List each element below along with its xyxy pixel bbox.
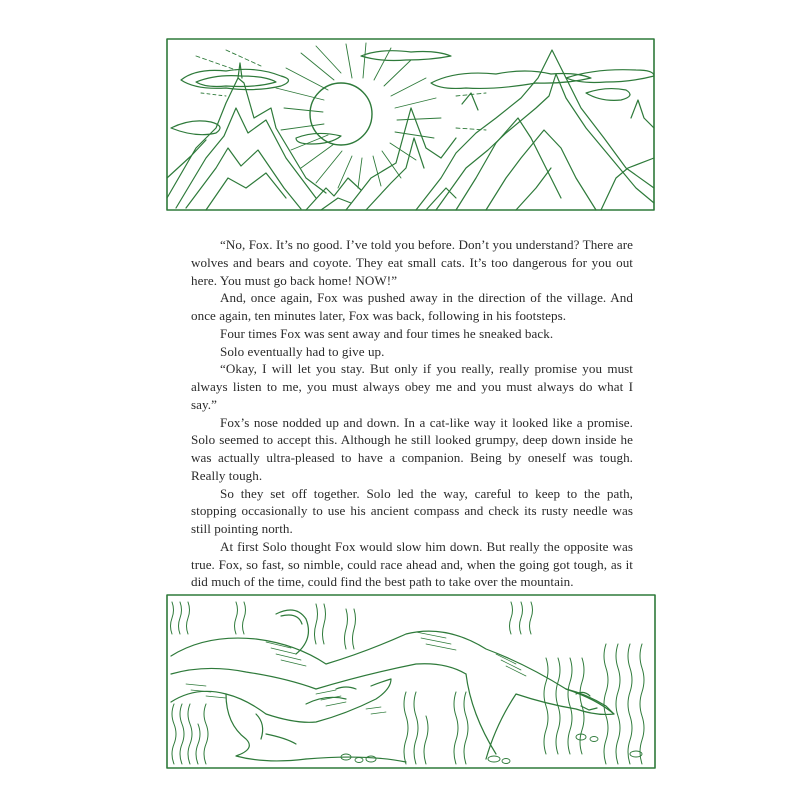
illustration-sun-mountains	[166, 38, 655, 211]
illustration-fox-wolf	[166, 594, 656, 769]
paragraph: “Okay, I will let you stay. But only if you really, really promise you must always listen to me, you must always obey me and you must always do what I say.”	[191, 361, 633, 412]
paragraph: And, once again, Fox was pushed away in the direction of the village. And once again, ten minutes later, Fox was back, following in his footsteps.	[191, 290, 633, 323]
paragraph: So they set off together. Solo led the way, careful to keep to the path, stopping occasionally to use his ancient compass and check its rusty needle was still pointing north.	[191, 485, 633, 536]
paragraph: Four times Fox was sent away and four times he sneaked back.	[220, 325, 554, 341]
grass-icon	[171, 602, 645, 764]
paragraph: Solo eventually had to give up.	[220, 343, 385, 359]
paragraph: “No, Fox. It’s no good. I’ve told you before. Don’t you understand? There are wolves and bears and coyote. They eat small cats. It’s too dangerous for you out here. You must go back home! NOW!”	[191, 237, 633, 288]
paragraph: At first Solo thought Fox would slow him down. But really the opposite was true. Fox, so fast, so nimble, could race ahead and, when the going got tough, as it did much of the time, could find the best path to take over the mountain.	[191, 538, 633, 590]
wolf-figure	[171, 610, 614, 759]
story-text	[191, 236, 633, 591]
paragraph: Fox’s nose nodded up and down. In a cat-like way it looked like a promise. Solo seemed to accept this. Although he still looked grumpy, deep down inside he was actually ultra-pleased to have a companion. Being by oneself was tough. Really tough.	[191, 414, 633, 483]
